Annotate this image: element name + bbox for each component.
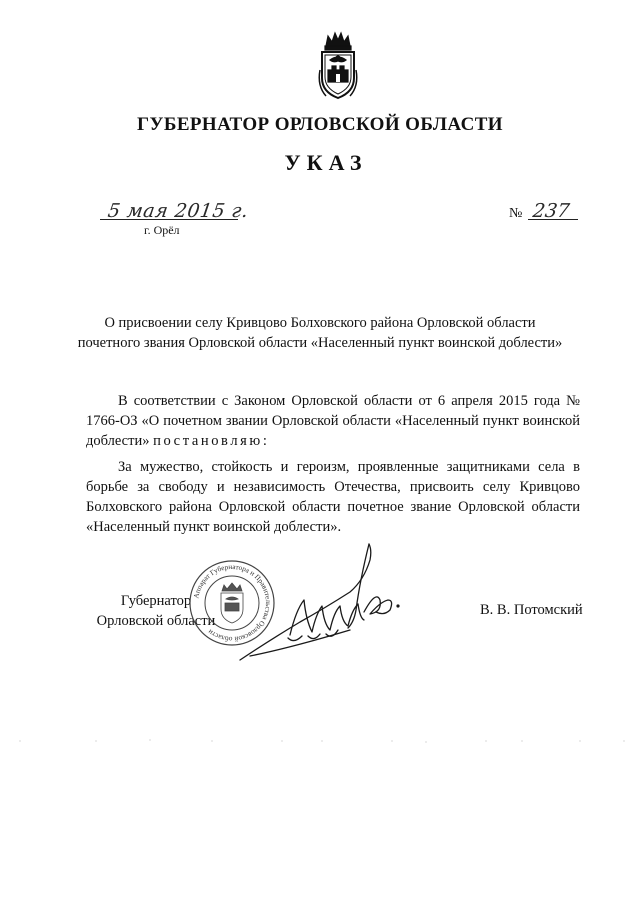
subject-line-1: О присвоении селу Кривцово Болховского района Орловской области (104, 315, 536, 331)
issue-place: г. Орёл (144, 223, 180, 237)
signer-position-line-2: Орловской области (96, 613, 216, 629)
scan-artifact-divider (0, 735, 640, 747)
signer-name: В. В. Потомский (480, 602, 583, 618)
number-underline (528, 219, 578, 220)
operative-paragraph: За мужество, стойкость и героизм, проявленные защитниками села в борьбе за свободу и независимость Отечества, присвоить селу Кривцово Болховского района Орловской области почетное звание Орловской области «Населенный пункт воинской доблести». (86, 459, 580, 535)
subject-line-2: почетного звания Орловской области «Населенный пункт воинской доблести» (77, 335, 563, 351)
handwritten-signature-icon (230, 540, 420, 680)
document-subject (60, 313, 580, 353)
decree-word: постановляю: (153, 433, 270, 449)
seal-text: Аппарат Губернатора и Правительства Орловской области (192, 562, 273, 644)
date-underline (100, 219, 238, 220)
preamble-paragraph (86, 391, 580, 451)
number-label: № (509, 206, 523, 221)
handwritten-number: 237 (531, 200, 571, 222)
issuer-title: ГУБЕРНАТОР ОРЛОВСКОЙ ОБЛАСТИ (137, 114, 503, 135)
signer-position-line-1: Губернатор (120, 593, 192, 609)
handwritten-date: 5 мая 2015 г. (106, 200, 250, 222)
document-type: УКАЗ (284, 150, 368, 175)
preamble-text: В соответствии с Законом Орловской области от 6 апреля 2015 года № 1766-ОЗ «О почетном звании Орловской области «Населенный пункт воинской доблести» (86, 393, 580, 449)
orel-region-coat-of-arms-icon (316, 30, 360, 102)
